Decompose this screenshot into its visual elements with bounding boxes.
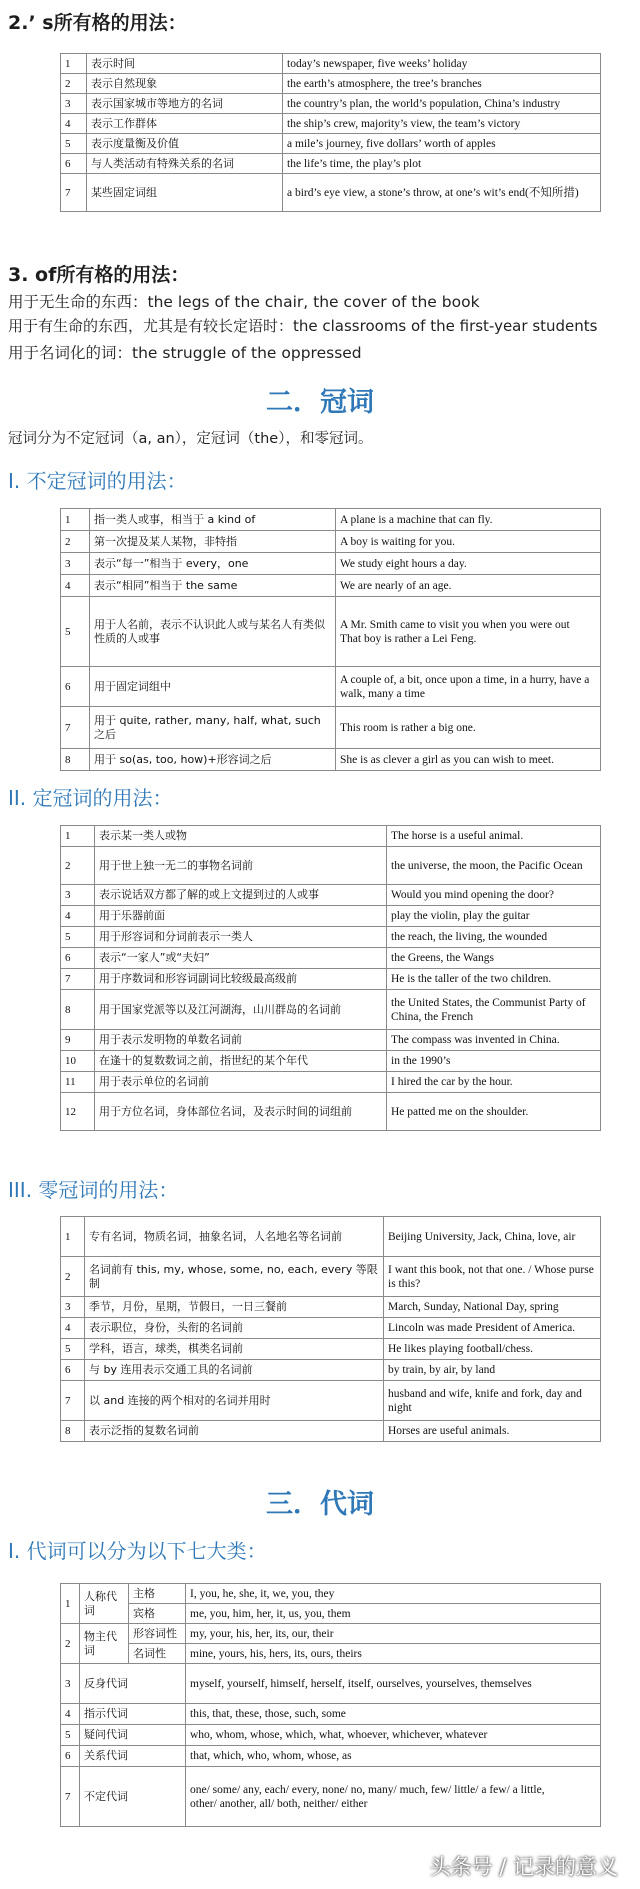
- usage-cell: 用于人名前，表示不认识此人或与某名人有类似性质的人或事: [90, 597, 336, 667]
- row-number: 10: [61, 1051, 95, 1072]
- example-cell: The horse is a useful animal.: [387, 826, 601, 847]
- table-row: [61, 597, 601, 667]
- example-cell: the universe, the moon, the Pacific Ocean: [387, 847, 601, 885]
- table-row: [61, 134, 601, 154]
- usage-cell: 用于 quite, rather, many, half, what, such 之后: [90, 707, 336, 749]
- table-row: [61, 1297, 601, 1318]
- row-number: 12: [61, 1093, 95, 1131]
- indefinite-article-table: [60, 508, 601, 771]
- usage-cell: 表示国家城市等地方的名词: [87, 94, 283, 114]
- pronoun-type: 不定代词: [80, 1767, 186, 1827]
- table-row: [61, 906, 601, 927]
- usage-cell: 与人类活动有特殊关系的名词: [87, 154, 283, 174]
- usage-cell: 用于世上独一无二的事物名词前: [95, 847, 387, 885]
- table-row: [61, 948, 601, 969]
- example-cell: I hired the car by the hour.: [387, 1072, 601, 1093]
- pronoun-subtype: 宾格: [129, 1604, 186, 1624]
- watermark-text: 头条号 / 记录的意义: [429, 1855, 618, 1879]
- usage-cell: 用于国家党派等以及江河湖海，山川群岛的名词前: [95, 990, 387, 1030]
- table-row: [61, 1030, 601, 1051]
- table-row: [61, 1644, 601, 1664]
- row-number: 2: [61, 1257, 85, 1297]
- row-number: 3: [61, 1297, 85, 1318]
- usage-cell: 表示工作群体: [87, 114, 283, 134]
- row-number: 3: [61, 94, 87, 114]
- usage-cell: 表示时间: [87, 54, 283, 74]
- row-number: 7: [61, 1381, 85, 1421]
- usage-cell: 用于方位名词，身体部位名词，及表示时间的词组前: [95, 1093, 387, 1131]
- row-number: 7: [61, 969, 95, 990]
- example-cell: I want this book, not that one. / Whose purse is this?: [384, 1257, 601, 1297]
- example-cell: play the violin, play the guitar: [387, 906, 601, 927]
- example-cell: the reach, the living, the wounded: [387, 927, 601, 948]
- row-number: 1: [61, 1584, 80, 1624]
- row-number: 4: [61, 114, 87, 134]
- usage-cell: 用于形容词和分词前表示一类人: [95, 927, 387, 948]
- example-line: one/ some/ any, each/ every, none/ no, many/ much, few/ little/ a few/ a little,: [190, 1783, 545, 1796]
- table-row: [61, 553, 601, 575]
- row-number: 6: [61, 1746, 80, 1767]
- pronoun-type: 反身代词: [80, 1664, 186, 1704]
- usage-cell: 某些固定词组: [87, 174, 283, 212]
- example-cell: mine, yours, his, hers, its, ours, theirs: [186, 1644, 601, 1664]
- usage-cell: 表示“每一”相当于 every，one: [90, 553, 336, 575]
- row-number: 3: [61, 553, 90, 575]
- example-cell: me, you, him, her, it, us, you, them: [186, 1604, 601, 1624]
- usage-cell: 表示泛指的复数名词前: [85, 1421, 384, 1442]
- section-title-of-possessive: 3. of所有格的用法：: [8, 264, 190, 286]
- usage-cell: 表示“一家人”或“夫妇”: [95, 948, 387, 969]
- table-row: [61, 1051, 601, 1072]
- pronoun-type: 关系代词: [80, 1746, 186, 1767]
- pronouns-title: 三．代词: [266, 1489, 374, 1520]
- example-cell: in the 1990’s: [387, 1051, 601, 1072]
- table-row: [61, 1604, 601, 1624]
- pronoun-type: 疑问代词: [80, 1725, 186, 1746]
- table-row: [61, 826, 601, 847]
- example-cell: Beijing University, Jack, China, love, air: [384, 1217, 601, 1257]
- example-cell: Horses are useful animals.: [384, 1421, 601, 1442]
- pronoun-subtype: 主格: [129, 1584, 186, 1604]
- example-cell: He is the taller of the two children.: [387, 969, 601, 990]
- row-number: 8: [61, 990, 95, 1030]
- example-cell: I, you, he, she, it, we, you, they: [186, 1584, 601, 1604]
- table-row: [61, 1421, 601, 1442]
- row-number: 4: [61, 906, 95, 927]
- of-usage-line: 用于名词化的词：the struggle of the oppressed: [8, 344, 362, 362]
- example-cell: by train, by air, by land: [384, 1360, 601, 1381]
- table-row: [61, 969, 601, 990]
- example-cell: A couple of, a bit, once upon a time, in a hurry, have a walk, many a time: [336, 667, 601, 707]
- usage-cell: 表示说话双方都了解的或上文提到过的人或事: [95, 885, 387, 906]
- table-row: [61, 1339, 601, 1360]
- table-row: [61, 1767, 601, 1827]
- usage-cell: 专有名词，物质名词，抽象名词，人名地名等名词前: [85, 1217, 384, 1257]
- usage-cell: 学科，语言，球类，棋类名词前: [85, 1339, 384, 1360]
- example-cell: March, Sunday, National Day, spring: [384, 1297, 601, 1318]
- example-cell: Lincoln was made President of America.: [384, 1318, 601, 1339]
- example-cell: the earth’s atmosphere, the tree’s branches: [283, 74, 601, 94]
- pronoun-subtype: 形容词性: [129, 1624, 186, 1644]
- table-row: [61, 667, 601, 707]
- example-line: A Mr. Smith came to visit you when you were out: [340, 618, 570, 631]
- example-cell: A plane is a machine that can fly.: [336, 509, 601, 531]
- example-cell: the United States, the Communist Party of China, the French: [387, 990, 601, 1030]
- row-number: 2: [61, 74, 87, 94]
- row-number: 2: [61, 1624, 80, 1664]
- definite-article-table: [60, 825, 601, 1131]
- row-number: 5: [61, 134, 87, 154]
- usage-cell: 表示度量衡及价值: [87, 134, 283, 154]
- zero-article-title: III. 零冠词的用法：: [8, 1178, 179, 1202]
- example-cell: a mile’s journey, five dollars’ worth of apples: [283, 134, 601, 154]
- example-cell: a bird’s eye view, a stone’s throw, at one’s wit’s end(不知所措): [283, 174, 601, 212]
- row-number: 8: [61, 749, 90, 771]
- table-row: [61, 1093, 601, 1131]
- usage-cell: 表示某一类人或物: [95, 826, 387, 847]
- pronoun-type: 指示代词: [80, 1704, 186, 1725]
- row-number: 6: [61, 154, 87, 174]
- row-number: 3: [61, 885, 95, 906]
- pronoun-type: 物主代词: [80, 1624, 129, 1664]
- articles-intro: 冠词分为不定冠词（a, an），定冠词（the），和零冠词。: [8, 431, 373, 447]
- row-number: 7: [61, 707, 90, 749]
- row-number: 4: [61, 1318, 85, 1339]
- row-number: 6: [61, 948, 95, 969]
- usage-cell: 用于序数词和形容词副词比较级最高级前: [95, 969, 387, 990]
- usage-cell: 在逢十的复数数词之前，指世纪的某个年代: [95, 1051, 387, 1072]
- table-row: [61, 174, 601, 212]
- table-row: [61, 1381, 601, 1421]
- example-cell: the country’s plan, the world’s population, China’s industry: [283, 94, 601, 114]
- usage-cell: 表示自然现象: [87, 74, 283, 94]
- articles-title: 二．冠词: [266, 387, 374, 418]
- table-row: [61, 1217, 601, 1257]
- table-row: [61, 749, 601, 771]
- table-row: [61, 1318, 601, 1339]
- table-row: [61, 54, 601, 74]
- example-cell: myself, yourself, himself, herself, itself, ourselves, yourselves, themselves: [186, 1664, 601, 1704]
- row-number: 1: [61, 54, 87, 74]
- table-row: [61, 927, 601, 948]
- row-number: 4: [61, 575, 90, 597]
- example-cell: We are nearly of an age.: [336, 575, 601, 597]
- row-number: 4: [61, 1704, 80, 1725]
- usage-cell: 用于乐器前面: [95, 906, 387, 927]
- table-row: [61, 74, 601, 94]
- table-row: [61, 1584, 601, 1604]
- usage-cell: 表示职位，身份，头衔的名词前: [85, 1318, 384, 1339]
- definite-article-title: II. 定冠词的用法：: [8, 786, 173, 810]
- example-cell: [186, 1767, 601, 1827]
- table-row: [61, 990, 601, 1030]
- row-number: 5: [61, 927, 95, 948]
- table-row: [61, 707, 601, 749]
- table-row: [61, 1664, 601, 1704]
- row-number: 2: [61, 847, 95, 885]
- table-row: [61, 575, 601, 597]
- table-row: [61, 885, 601, 906]
- row-number: 1: [61, 1217, 85, 1257]
- pronoun-types-title: I. 代词可以分为以下七大类：: [8, 1539, 267, 1563]
- example-cell: Would you mind opening the door?: [387, 885, 601, 906]
- usage-cell: 用于表示发明物的单数名词前: [95, 1030, 387, 1051]
- table-row: [61, 847, 601, 885]
- row-number: 5: [61, 1725, 80, 1746]
- usage-cell: 第一次提及某人某物，非特指: [90, 531, 336, 553]
- example-cell: He likes playing football/chess.: [384, 1339, 601, 1360]
- row-number: 11: [61, 1072, 95, 1093]
- pronoun-subtype: 名词性: [129, 1644, 186, 1664]
- row-number: 7: [61, 1767, 80, 1827]
- example-cell: this, that, these, those, such, some: [186, 1704, 601, 1725]
- example-cell: She is as clever a girl as you can wish to meet.: [336, 749, 601, 771]
- row-number: 3: [61, 1664, 80, 1704]
- example-cell: the life’s time, the play’s plot: [283, 154, 601, 174]
- table-row: [61, 1624, 601, 1644]
- table-row: [61, 114, 601, 134]
- usage-cell: 名词前有 this, my, whose, some, no, each, every 等限制: [85, 1257, 384, 1297]
- example-cell: husband and wife, knife and fork, day and night: [384, 1381, 601, 1421]
- pronoun-table: [60, 1583, 601, 1827]
- usage-cell: 指一类人或事，相当于 a kind of: [90, 509, 336, 531]
- s-possessive-table: [60, 53, 601, 212]
- of-usage-line: 用于无生命的东西：the legs of the chair, the cover of the book: [8, 293, 480, 311]
- usage-cell: 用于 so(as, too, how)+形容词之后: [90, 749, 336, 771]
- example-cell: the Greens, the Wangs: [387, 948, 601, 969]
- usage-cell: 表示“相同”相当于 the same: [90, 575, 336, 597]
- example-cell: today’s newspaper, five weeks’ holiday: [283, 54, 601, 74]
- row-number: 1: [61, 509, 90, 531]
- example-cell: [336, 597, 601, 667]
- usage-cell: 季节，月份，星期，节假日，一日三餐前: [85, 1297, 384, 1318]
- section-title-s-possessive: 2.’ s所有格的用法：: [8, 12, 187, 34]
- row-number: 6: [61, 667, 90, 707]
- example-cell: He patted me on the shoulder.: [387, 1093, 601, 1131]
- row-number: 7: [61, 174, 87, 212]
- table-row: [61, 154, 601, 174]
- example-line: That boy is rather a Lei Feng.: [340, 632, 477, 645]
- table-row: [61, 94, 601, 114]
- example-cell: my, your, his, her, its, our, their: [186, 1624, 601, 1644]
- example-line: other/ another, all/ both, neither/ either: [190, 1797, 368, 1810]
- row-number: 9: [61, 1030, 95, 1051]
- example-cell: We study eight hours a day.: [336, 553, 601, 575]
- row-number: 5: [61, 597, 90, 667]
- table-row: [61, 1725, 601, 1746]
- example-cell: This room is rather a big one.: [336, 707, 601, 749]
- row-number: 8: [61, 1421, 85, 1442]
- of-usage-line: 用于有生命的东西，尤其是有较长定语时：the classrooms of the first-year students: [8, 317, 598, 335]
- pronoun-type: 人称代词: [80, 1584, 129, 1624]
- indefinite-article-title: I. 不定冠词的用法：: [8, 469, 187, 493]
- example-cell: the ship’s crew, majority’s view, the team’s victory: [283, 114, 601, 134]
- table-row: [61, 1704, 601, 1725]
- zero-article-table: [60, 1216, 601, 1442]
- table-row: [61, 1257, 601, 1297]
- usage-cell: 与 by 连用表示交通工具的名词前: [85, 1360, 384, 1381]
- table-row: [61, 1360, 601, 1381]
- example-cell: A boy is waiting for you.: [336, 531, 601, 553]
- example-cell: The compass was invented in China.: [387, 1030, 601, 1051]
- row-number: 2: [61, 531, 90, 553]
- row-number: 5: [61, 1339, 85, 1360]
- row-number: 6: [61, 1360, 85, 1381]
- table-row: [61, 509, 601, 531]
- table-row: [61, 1072, 601, 1093]
- usage-cell: 以 and 连接的两个相对的名词并用时: [85, 1381, 384, 1421]
- example-cell: who, whom, whose, which, what, whoever, whichever, whatever: [186, 1725, 601, 1746]
- row-number: 1: [61, 826, 95, 847]
- usage-cell: 用于表示单位的名词前: [95, 1072, 387, 1093]
- table-row: [61, 1746, 601, 1767]
- table-row: [61, 531, 601, 553]
- usage-cell: 用于固定词组中: [90, 667, 336, 707]
- example-cell: that, which, who, whom, whose, as: [186, 1746, 601, 1767]
